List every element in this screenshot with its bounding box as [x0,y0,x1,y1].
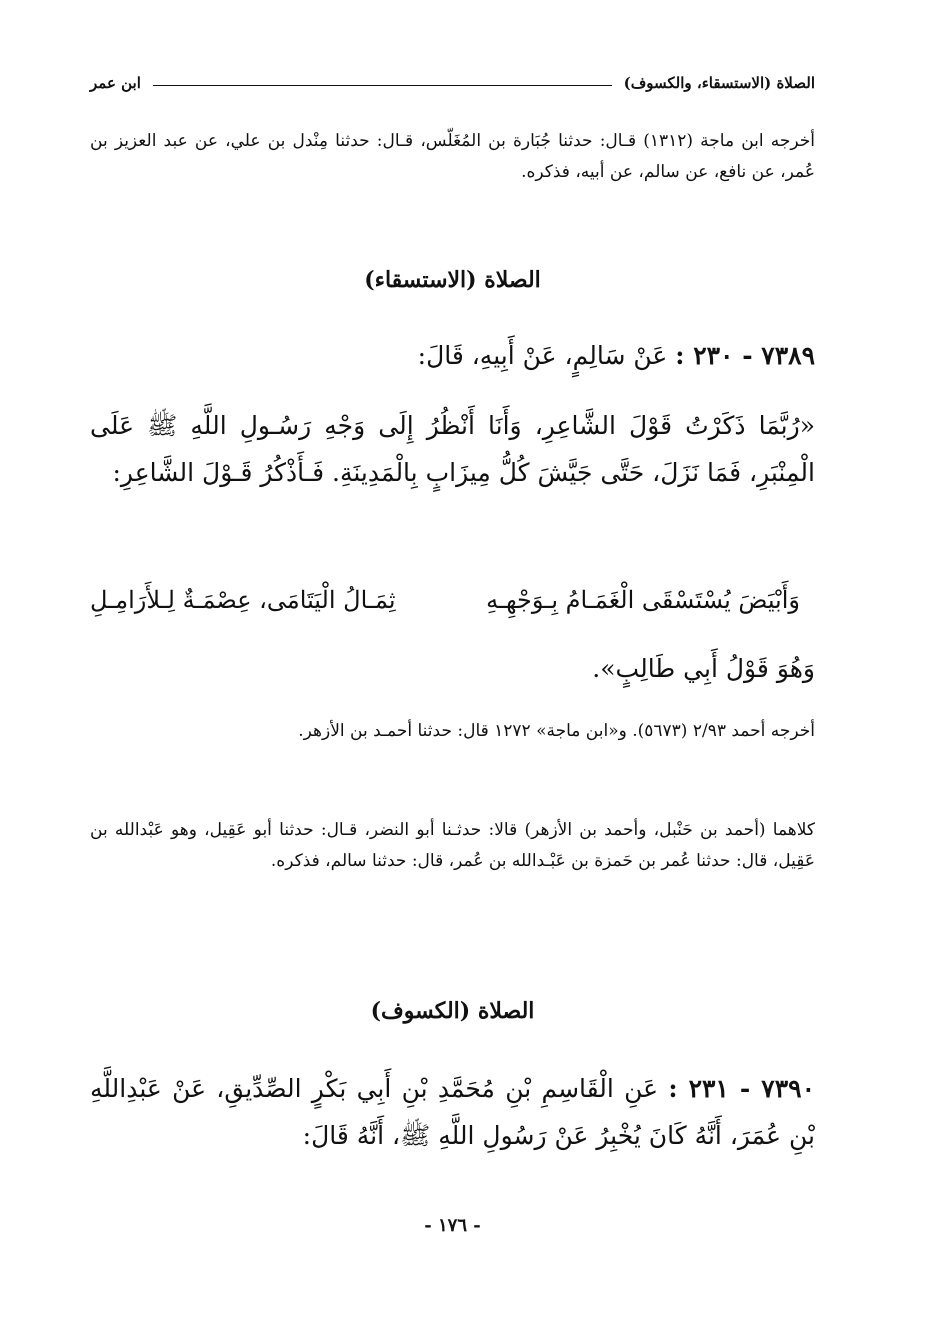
hadith-7389 [90,332,815,379]
hadith-number: ٧٣٩٠ - ٢٣١ : [668,1074,815,1103]
takhrij-note-1: أخرجه ابن ماجة (١٣١٢) قـال: حدثنا جُبَارة بن المُغَلّس، قـال: حدثنا مِنْدل بن علي، عن عبد العزيز بن عُمر، عن نافع، عن سالم، عن أبيه، فذكره. [90,131,816,182]
section-heading-istisqa: الصلاة (الاستسقاء) [364,267,541,293]
hadith-isnad: عَنْ سَالِمٍ، عَنْ أَبِيهِ، قَالَ: [417,341,668,370]
takhrij-note-2: أخرجه أحمد ٢/٩٣ (٥٦٧٣). و«ابن ماجة» ١٢٧٢ قال: حدثنا أحمـد بن الأزهر. [298,721,815,741]
poetry-verse [90,580,800,620]
hadith-7390-text: عَنِ الْقَاسِمِ بْنِ مُحَمَّدِ بْنِ أَبِي بَكْرٍ الصِّدِّيقِ، عَنْ عَبْدِاللَّهِ بْنِ عُمَرَ، أَنَّهُ كَانَ يُخْبِرُ عَنْ رَسُولِ اللَّهِ ﷺ، أَنَّهُ قَالَ: [90,1074,815,1150]
running-header [90,70,815,96]
header-rule [153,85,612,86]
hadith-7390 [90,1065,815,1159]
section-heading-kusuf: الصلاة (الكسوف) [370,998,535,1024]
hadith-number: ٧٣٨٩ - ٢٣٠ : [675,341,815,370]
page-number: - ١٧٦ - [424,1215,481,1236]
verse-first-hemistich: وَأَبْيَضَ يُسْتَسْقَى الْغَمَـامُ بِـوَجْهِـهِ [486,586,800,614]
document-page [90,60,815,1280]
hadith-7389-text: «رُبَّمَا ذَكَرْتُ قَوْلَ الشَّاعِرِ، وَأَنَا أَنْظُرُ إِلَى وَجْهِ رَسُـولِ اللَّهِ ﷺ عَلَى الْمِنْبَرِ، فَمَا نَزَلَ، حَتَّى جَيَّشَ كُلُّ مِيزَابٍ بِالْمَدِينَةِ. فَـأَذْكُرُ قَـوْلَ الشَّاعِرِ: [90,411,815,487]
verse-second-hemistich: ثِمَـالُ الْيَتَامَى، عِصْمَـةٌ لِـلأَرَامِـلِ [90,586,396,614]
takhrij-note-3: كلاهما (أحمد بن حَنْبل، وأحمد بن الأزهر) قالا: حدثـنا أبو النضر، قـال: حدثنا أبو عَقِيل، وهو عَبْدالله بن عَقِيل، قال: حدثنا عُمر بن حَمزة بن عَبْـدالله بن عُمر، قال: حدثنا سالم، فذكره. [90,820,815,871]
header-narrator: ابن عمر [90,74,141,92]
header-chapter-title: الصلاة (الاستسقاء، والكسوف) [623,74,815,92]
hadith-7389-closing: وَهُوَ قَوْلُ أَبِي طَالِبٍ». [592,654,815,683]
